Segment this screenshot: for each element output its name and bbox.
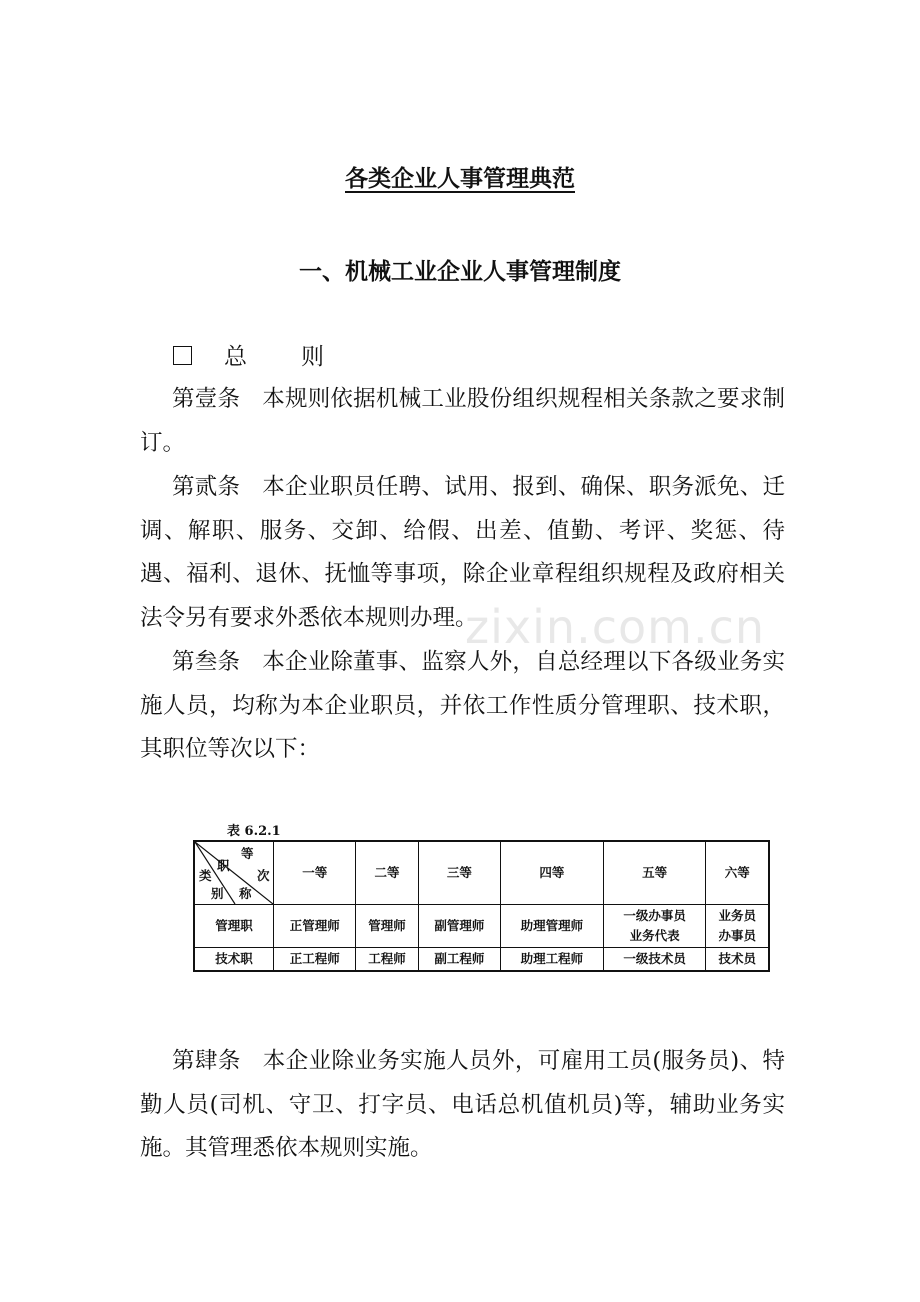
- corner-label: 职: [217, 858, 230, 873]
- table-cell: 副工程师: [418, 948, 500, 972]
- article-text: 本企业职员任聘、试用、报到、确保、职务派免、迁调、解职、服务、交卸、给假、出差、值勤、考评、奖惩、待遇、福利、退休、抚恤等事项，除企业章程组织规程及政府相关法令另有要求外悉依本规则办理。: [140, 474, 785, 631]
- table-cell: 正管理师: [274, 905, 356, 948]
- table-cell: 助理管理师: [501, 905, 604, 948]
- table-cell: 一级办事员 业务代表: [603, 905, 706, 948]
- article-4: [140, 1040, 785, 1171]
- grade-header: 一等: [274, 841, 356, 905]
- grade-header: 三等: [418, 841, 500, 905]
- category-cell: 管理职: [194, 905, 274, 948]
- table-cell: 助理工程师: [501, 948, 604, 972]
- corner-label: 次: [257, 868, 270, 883]
- article-text: 本企业除业务实施人员外，可雇用工员(服务员)、特勤人员(司机、守卫、打字员、电话总机值机员)等，辅助业务实施。其管理悉依本规则实施。: [140, 1048, 785, 1162]
- section-heading-char-1: 总: [224, 344, 247, 370]
- article-3: [140, 641, 785, 772]
- corner-label: 等: [241, 846, 254, 861]
- table-cell: 正工程师: [274, 948, 356, 972]
- table-cell: 技术员: [706, 948, 769, 972]
- article-label: 第叁条: [172, 649, 241, 675]
- section-heading: [173, 338, 324, 371]
- article-label: 第肆条: [172, 1048, 241, 1074]
- corner-label: 类: [199, 868, 212, 883]
- table-caption: 表 6.2.1: [227, 824, 281, 839]
- article-1: [140, 378, 785, 465]
- table-header-row: [194, 841, 769, 905]
- document-title: 各类企业人事管理典范: [345, 166, 575, 192]
- corner-label: 别: [211, 886, 224, 901]
- article-text: 本企业除董事、监察人外，自总经理以下各级业务实施人员，均称为本企业职员，并依工作性质分管理职、技术职，其职位等次以下：: [140, 649, 785, 763]
- grade-header: 六等: [706, 841, 769, 905]
- table-cell: 管理师: [356, 905, 418, 948]
- watermark: zixin.com.cn: [465, 600, 766, 654]
- table-cell: 工程师: [356, 948, 418, 972]
- checkbox-square-icon: [173, 346, 192, 365]
- grade-header: 四等: [501, 841, 604, 905]
- table-corner-cell: [194, 841, 274, 905]
- article-text: 本规则依据机械工业股份组织规程相关条款之要求制订。: [140, 386, 785, 456]
- table-row: [194, 948, 769, 972]
- table-cell: 一级技术员: [603, 948, 706, 972]
- category-cell: 技术职: [194, 948, 274, 972]
- chapter-title: 一、机械工业企业人事管理制度: [299, 259, 621, 285]
- article-label: 第贰条: [172, 474, 241, 500]
- grade-header: 二等: [356, 841, 418, 905]
- table-cell: 业务员 办事员: [706, 905, 769, 948]
- grade-header: 五等: [603, 841, 706, 905]
- position-grade-table: [193, 840, 770, 972]
- section-heading-char-2: 则: [301, 344, 324, 370]
- corner-label: 称: [239, 886, 252, 901]
- table-row: [194, 905, 769, 948]
- article-2: [140, 466, 785, 640]
- table-cell: 副管理师: [418, 905, 500, 948]
- article-label: 第壹条: [172, 386, 241, 412]
